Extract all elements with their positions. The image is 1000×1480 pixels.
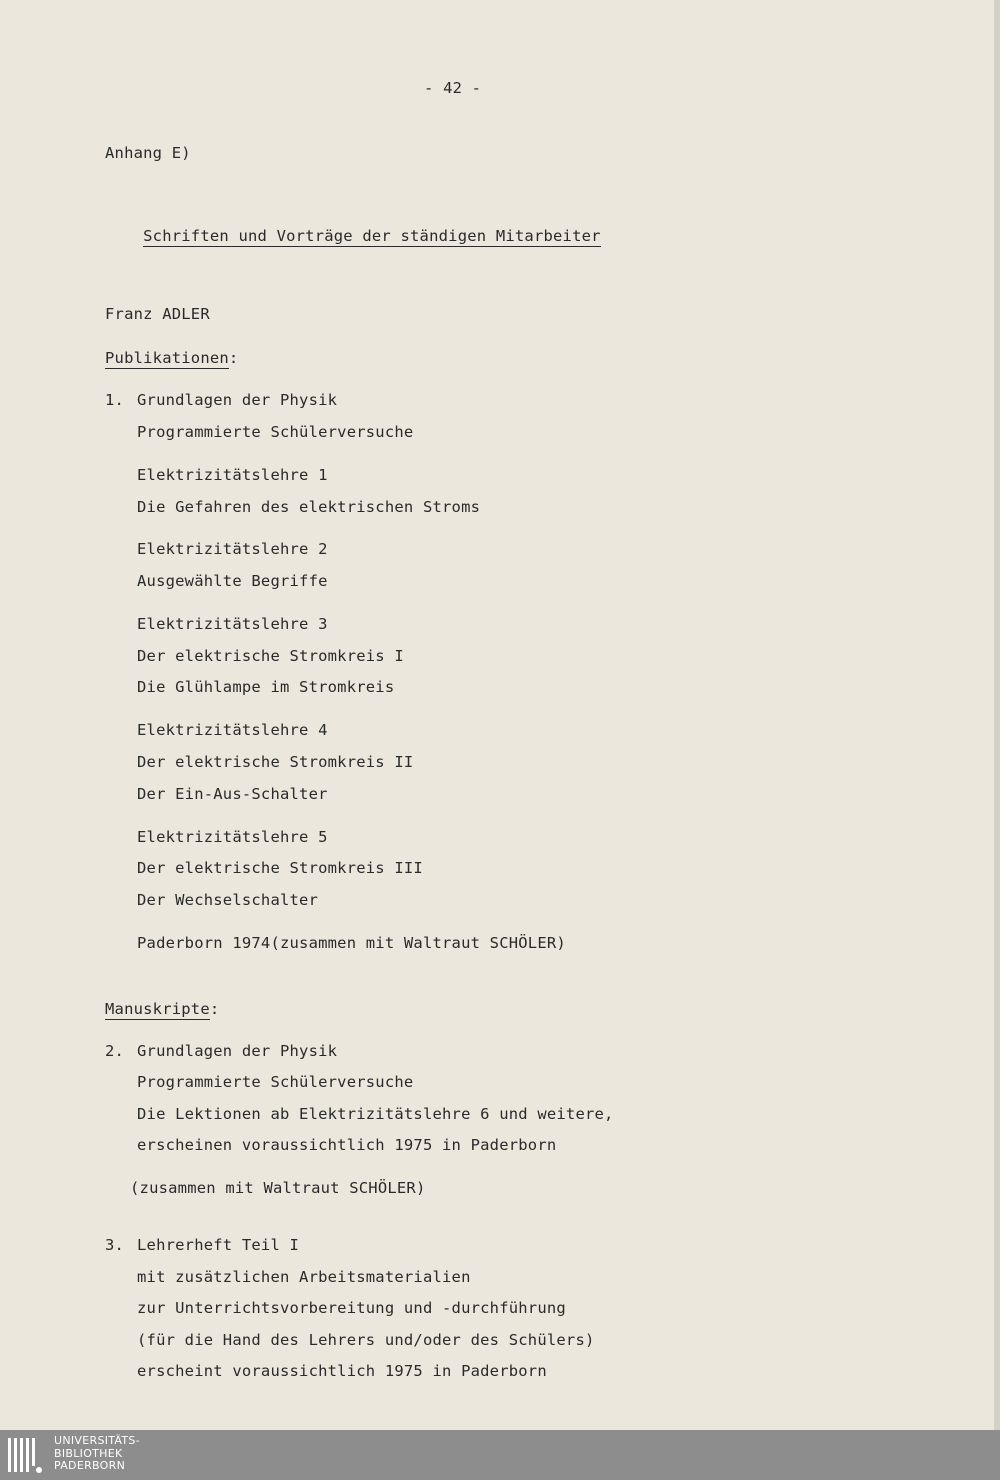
manuscripts-heading-wrap xyxy=(105,1000,219,1018)
item1-line: Der elektrische Stromkreis I xyxy=(137,647,404,665)
item3-line: erscheint voraussichtlich 1975 in Paderborn xyxy=(137,1362,547,1380)
section-title: Schriften und Vorträge der ständigen Mitarbeiter xyxy=(143,227,601,245)
item1-line: Die Gefahren des elektrischen Stroms xyxy=(137,498,481,516)
item1-line: Elektrizitätslehre 5 xyxy=(137,828,328,846)
library-name-line: UNIVERSITÄTS- xyxy=(54,1434,140,1447)
section-title-wrap xyxy=(105,209,601,263)
page-edge xyxy=(994,0,1000,1430)
item3-line: mit zusätzlichen Arbeitsmaterialien xyxy=(137,1268,471,1286)
item2-line: (zusammen mit Waltraut SCHÖLER) xyxy=(130,1179,426,1197)
manuscripts-heading-colon: : xyxy=(209,1000,220,1018)
library-name-line: PADERBORN xyxy=(54,1459,126,1472)
item1-line: Der elektrische Stromkreis III xyxy=(137,859,423,877)
library-logo-icon xyxy=(6,1434,44,1476)
item2-line: erscheinen voraussichtlich 1975 in Paderborn xyxy=(137,1136,557,1154)
item1-line: Programmierte Schülerversuche xyxy=(137,423,414,441)
item1-line: Paderborn 1974(zusammen mit Waltraut SCHÖLER) xyxy=(137,934,566,952)
item1-line: Grundlagen der Physik xyxy=(137,391,338,409)
item1-line: Der elektrische Stromkreis II xyxy=(137,753,414,771)
item1-line: Die Glühlampe im Stromkreis xyxy=(137,678,395,696)
publications-heading: Publikationen xyxy=(105,349,229,367)
item2-line: Programmierte Schülerversuche xyxy=(137,1073,414,1091)
item3-line: zur Unterrichtsvorbereitung und -durchführung xyxy=(137,1299,566,1317)
item1-line: Der Ein-Aus-Schalter xyxy=(137,785,328,803)
library-name xyxy=(54,1435,140,1473)
item2-line: Die Lektionen ab Elektrizitätslehre 6 und weitere, xyxy=(137,1105,614,1123)
item1-line: Elektrizitätslehre 1 xyxy=(137,466,328,484)
appendix-label: Anhang E) xyxy=(105,144,191,162)
manuscripts-heading: Manuskripte xyxy=(105,1000,210,1018)
publications-heading-wrap xyxy=(105,349,238,367)
publications-heading-colon: : xyxy=(228,349,239,367)
item2-line: Grundlagen der Physik xyxy=(137,1042,338,1060)
library-name-line: BIBLIOTHEK xyxy=(54,1446,123,1460)
item1-line: Elektrizitätslehre 4 xyxy=(137,721,328,739)
item3-line: Lehrerheft Teil I xyxy=(137,1236,300,1254)
item-number-3: 3. xyxy=(105,1236,125,1254)
library-footer-bar xyxy=(0,1430,1000,1480)
page-number: - 42 - xyxy=(424,79,482,97)
item-number-2: 2. xyxy=(105,1042,125,1060)
item1-line: Ausgewählte Begriffe xyxy=(137,572,328,590)
item1-line: Elektrizitätslehre 2 xyxy=(137,540,328,558)
item1-line: Der Wechselschalter xyxy=(137,891,319,909)
item-number-1: 1. xyxy=(105,391,125,409)
author-name: Franz ADLER xyxy=(105,305,210,323)
item3-line: (für die Hand des Lehrers und/oder des Schülers) xyxy=(137,1331,595,1349)
item1-line: Elektrizitätslehre 3 xyxy=(137,615,328,633)
